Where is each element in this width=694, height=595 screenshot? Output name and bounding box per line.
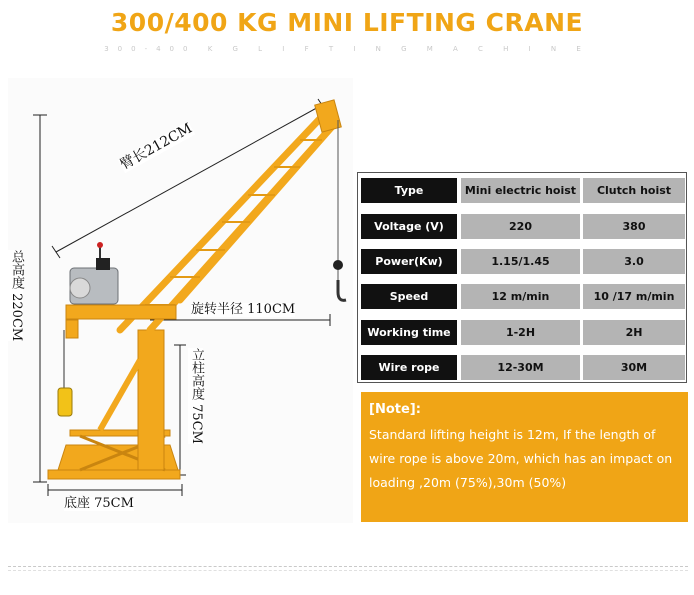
footer-divider-secondary [8,570,688,571]
column-height-label: 立柱高度 75CM [188,348,204,444]
base-label: 底座 75CM [64,496,134,511]
spec-value-clutch-voltage: 380 [583,214,685,239]
spec-value-electric-working-time: 1-2H [461,320,580,345]
spec-value-clutch-type: Clutch hoist [583,178,685,203]
spec-value-electric-power: 1.15/1.45 [461,249,580,274]
spec-label-speed: Speed [361,284,457,309]
spec-value-electric-type: Mini electric hoist [461,178,580,203]
spec-row-working-time [358,315,688,351]
rotation-radius-label: 旋转半径 110CM [191,302,296,317]
spec-row-voltage [358,209,688,245]
crane-hook [338,280,346,300]
base-dimension-line [48,484,182,496]
control-pendant-icon [58,388,72,416]
spec-table [357,172,687,383]
total-height-dimension-line [33,115,47,482]
hoist-motor [70,242,118,304]
note-text: Standard lifting height is 12m, If the length of wire rope is above 20m, which has an impact on loading ,20m (75%),30m (50%) [369,427,673,490]
crane-jib-tip [315,100,342,132]
spec-value-electric-voltage: 220 [461,214,580,239]
spec-value-clutch-power: 3.0 [583,249,685,274]
column-height-dimension-line [174,345,186,475]
spec-label-type: Type [361,178,457,203]
note-box [361,392,688,522]
spec-label-voltage: Voltage (V) [361,214,457,239]
spec-row-wire-rope [358,350,688,386]
note-title: [Note]: [369,402,421,417]
spec-value-electric-wire-rope: 12-30M [461,355,580,380]
crane-hook-block [333,260,343,270]
page-subtitle: 300-400 K G L I F T I N G M A C H I N E [104,45,590,53]
page-title: 300/400 KG MINI LIFTING CRANE [110,8,584,37]
spec-row-speed [358,279,688,315]
spec-label-power: Power(Kw) [361,249,457,274]
spec-row-type [358,173,688,209]
spec-label-working-time: Working time [361,320,457,345]
spec-value-clutch-working-time: 2H [583,320,685,345]
footer-divider [8,566,688,567]
spec-row-power [358,244,688,280]
arm-length-label: 臂长212CM [117,120,196,174]
total-height-label: 总高度 220CM [8,250,24,342]
spec-value-electric-speed: 12 m/min [461,284,580,309]
spec-label-wire-rope: Wire rope [361,355,457,380]
spec-value-clutch-wire-rope: 30M [583,355,685,380]
spec-value-clutch-speed: 10 /17 m/min [583,284,685,309]
